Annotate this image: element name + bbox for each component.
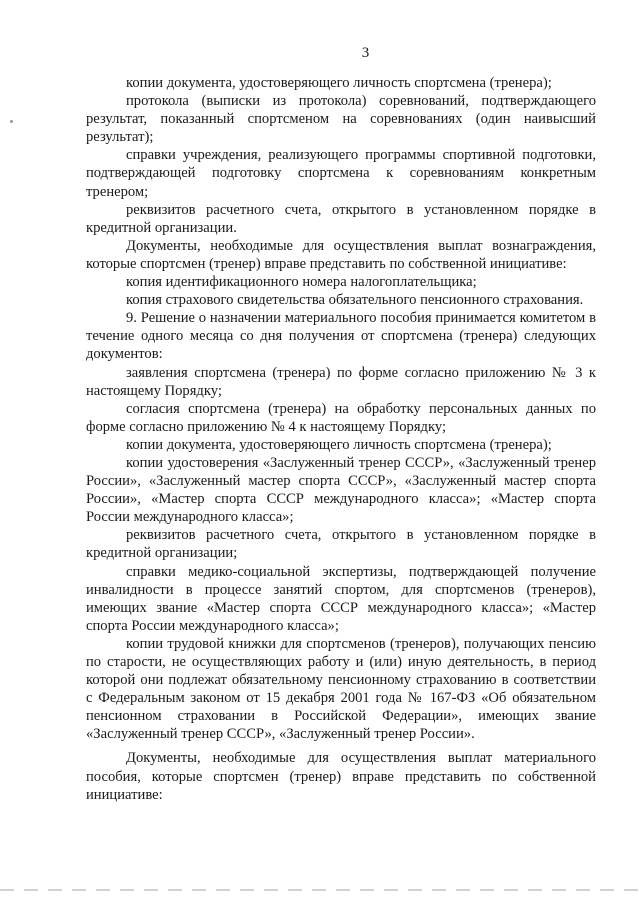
paragraph-16: Документы, необходимые для осуществления выплат материального пособия, которые спортсмен (тренер) вправе представить по собственной инициативе:	[86, 750, 596, 803]
paragraph-3: справки учреждения, реализующего программы спортивной подготовки, подтверждающей подготовку спортсмена к соревнованиям конкретным тренером;	[86, 147, 596, 200]
document-body	[86, 74, 596, 804]
paragraph-1: копии документа, удостоверяющего личность спортсмена (тренера);	[126, 75, 552, 91]
paragraph-7: копия страхового свидетельства обязательного пенсионного страхования.	[126, 292, 584, 309]
paragraph-2: протокола (выписки из протокола) соревнований, подтверждающего результат, показанный спортсменом на соревнованиях (один наивысший результат);	[86, 93, 596, 146]
paragraph-14: справки медико-социальной экспертизы, подтверждающей получение инвалидности в процессе занятий спортом, для спортсменов (тренеров), имеющих звание «Мастер спорта СССР международного класса»; «Мастер спорта России международного класса»;	[86, 563, 596, 634]
scan-bottom-edge	[0, 889, 639, 891]
paragraph-6: копия идентификационного номера налогоплательщика;	[126, 274, 477, 291]
paragraph-4: реквизитов расчетного счета, открытого в установленном порядке в кредитной организации.	[86, 201, 596, 236]
scan-speck	[10, 120, 13, 123]
paragraph-9: заявления спортсмена (тренера) по форме согласно приложению № 3 к настоящему Порядку;	[86, 364, 596, 399]
page-number: 3	[361, 45, 370, 61]
paragraph-10: согласия спортсмена (тренера) на обработку персональных данных по форме согласно приложению № 4 к настоящему Порядку;	[86, 400, 596, 435]
paragraph-8: 9. Решение о назначении материального пособия принимается комитетом в течение одного месяца со дня получения от спортсмена (тренера) следующих документов:	[86, 310, 596, 363]
paragraph-5: Документы, необходимые для осуществления выплат вознаграждения, которые спортсмен (тренер) вправе представить по собственной инициативе:	[86, 237, 596, 272]
paragraph-15: копии трудовой книжки для спортсменов (тренеров), получающих пенсию по старости, не осуществляющих работу и (или) иную деятельность, в период которой они подлежат обязательному пенсионному страхованию в соответствии с Федеральным законом от 15 декабря 2001 года № 167-ФЗ «Об обязательном пенсионном страховании в Российской Федерации», имеющих звание «Заслуженный тренер СССР», «Заслуженный тренер России».	[86, 635, 596, 743]
paragraph-12: копии удостоверения «Заслуженный тренер СССР», «Заслуженный тренер России», «Заслуженный мастер спорта СССР», «Заслуженный мастер спорта России», «Мастер спорта СССР международного класса»; «Мастер спорта России международного класса»;	[86, 454, 596, 526]
paragraph-11: копии документа, удостоверяющего личность спортсмена (тренера);	[126, 436, 552, 453]
paragraph-13: реквизитов расчетного счета, открытого в установленном порядке в кредитной организации;	[86, 527, 596, 562]
